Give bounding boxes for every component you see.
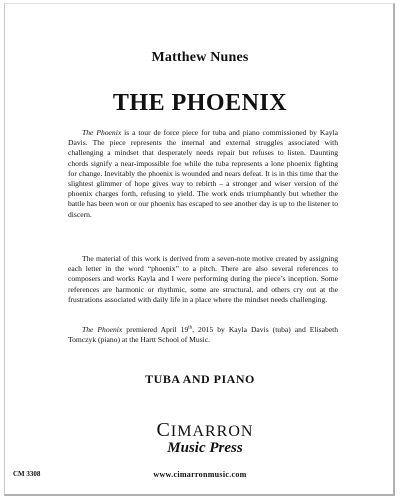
premiere-performers-text: , 2015 by Kayla Davis (tuba) and Elisabeth Tomczyk (piano) at the Hartt School of Music.	[68, 325, 339, 345]
ordinal-superscript: th	[188, 325, 193, 331]
program-note-paragraph-2: The material of this work is derived from a seven-note motive created by assigning each letter in the word “phoenix” to a pitch. There are also several references to composers and works Kayla and I were performing during the piece’s inception. Some references are harmonic or rhythmic, some are structural, and others cry out at the frustrations associated with daily life in a place where the mindset needs challenging.	[68, 254, 338, 304]
catalog-number: CM 3308	[13, 470, 41, 478]
page-title: THE PHOENIX	[112, 90, 288, 116]
premiere-date-text: premiered April 19	[122, 325, 189, 334]
publisher-logo-cap-letter: C	[156, 419, 171, 441]
publisher-website: www.cimarronmusic.com	[153, 470, 247, 479]
composer-name: Matthew Nunes	[151, 50, 249, 65]
publisher-logo-name	[150, 419, 260, 441]
work-title-italic: The Phoenix	[82, 128, 122, 137]
program-note-paragraph-1	[68, 128, 338, 220]
publisher-logo-name-rest: IMARRON	[170, 423, 254, 440]
paragraph-1-text: is a tour de force piece for tuba and piano commissioned by Kayla Davis. The piece represents the internal and external struggles associated with challenging a mindset that desperately needs repair but refuses to listen. Daunting chords signify a near-impossible foe while the tuba represents a lone phoenix fighting for change. Inevitably the phoenix is wounded and nears defeat. It is in this time that the slightest glimmer of hope gives way to rebirth – a stronger and wiser version of the phoenix charges forth, refusing to yield. The work ends triumphantly but whether the battle has been won or our phoenix has escaped to see another day is up to the listener to discern.	[68, 128, 338, 219]
publisher-logo	[150, 419, 260, 456]
instrumentation-heading: TUBA AND PIANO	[145, 372, 255, 386]
premiere-paragraph	[68, 325, 338, 345]
work-title-italic: The Phoenix	[82, 325, 123, 334]
publisher-logo-subtitle: Music Press	[167, 440, 243, 456]
